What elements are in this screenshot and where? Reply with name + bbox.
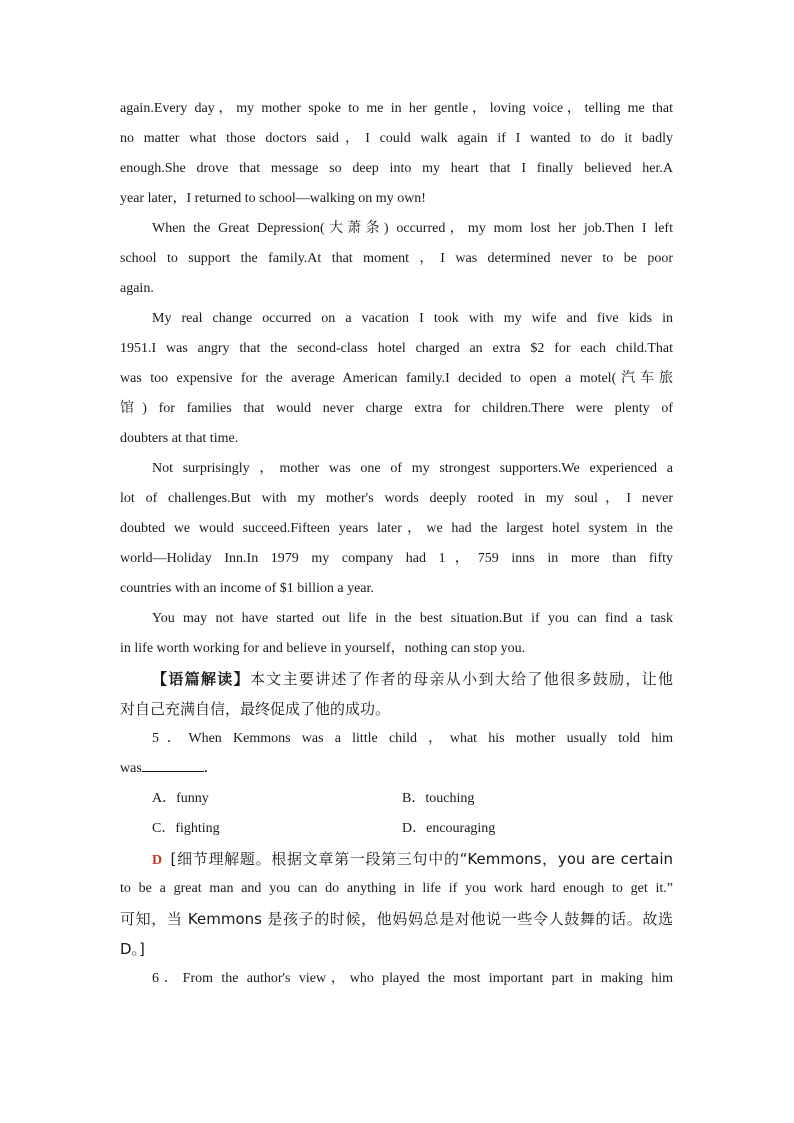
question-stem: was ． — [120, 754, 673, 784]
text-line: lot of challenges.But with my mother's words deeply rooted in my soul，I never — [120, 491, 673, 506]
paragraph-1 — [120, 94, 673, 214]
text-line: world—Holiday Inn.In 1979 my company had 1，759 inns in more than fifty — [120, 551, 673, 566]
text-line: enough.She drove that message so deep into my heart that I finally believed her.A — [120, 161, 673, 176]
text-column — [120, 94, 673, 994]
paragraph-4 — [120, 454, 673, 604]
options-row — [120, 814, 673, 844]
explanation-line: to be a great man and you can do anything in life if you work hard enough to get it.” — [120, 881, 673, 896]
paragraph-5 — [120, 604, 673, 664]
text-line: again.Every day，my mother spoke to me in her gentle，loving voice，telling me that — [120, 101, 673, 116]
text-line: You may not have started out life in the best situation.But if you can find a task — [152, 611, 673, 626]
analysis-line — [120, 664, 673, 694]
question-stem: 6．From the author's view，who played the most important part in making him — [152, 971, 673, 986]
answer-blank — [142, 757, 204, 772]
text-line: 馆) for families that would never charge extra for children.There were plenty of — [120, 401, 673, 416]
text-line: was too expensive for the average American family.I decided to open a motel(汽车旅 — [120, 371, 673, 386]
paragraph-3 — [120, 304, 673, 454]
text-line: doubted we would succeed.Fifteen years later，we had the largest hotel system in the — [120, 521, 673, 536]
text-line: 1951.I was angry that the second-class hotel charged an extra $2 for each child.That — [120, 341, 673, 356]
option-a: A．funny — [152, 791, 209, 806]
answer-key: D — [152, 853, 163, 868]
text-line: again. — [120, 281, 154, 296]
options-row — [120, 784, 673, 814]
question-stem: 5．When Kemmons was a little child ，what his mother usually told him — [152, 731, 673, 746]
analysis-text: 本文主要讲述了作者的母亲从小到大给了他很多鼓励，让他 — [249, 670, 673, 688]
option-d: D．encouraging — [402, 821, 496, 836]
explanation-line: D [细节理解题。根据文章第一段第三句中的“Kemmons，you are certain — [152, 850, 673, 868]
text-line: year later，I returned to school—walking on my own! — [120, 191, 426, 206]
text-line: doubters at that time. — [120, 431, 239, 446]
text-line: school to support the family.At that moment ，I was determined never to be poor — [120, 251, 673, 266]
text-line: Not surprisingly ，mother was one of my strongest supporters.We experienced a — [152, 461, 673, 476]
paragraph-2 — [120, 214, 673, 304]
text-line: no matter what those doctors said，I could walk again if I wanted to do it badly — [120, 131, 673, 146]
option-c: C．fighting — [152, 821, 220, 836]
question-5 — [120, 724, 673, 964]
text-line: in life worth working for and believe in yourself，nothing can stop you. — [120, 641, 526, 656]
option-b: B．touching — [402, 791, 475, 806]
analysis-line: 对自己充满自信，最终促成了他的成功。 — [120, 700, 391, 718]
passage-analysis — [120, 664, 673, 724]
explanation-line: 可知，当 Kemmons 是孩子的时候，他妈妈总是对他说一些令人鼓舞的话。故选 — [120, 910, 673, 928]
analysis-label: 【语篇解读】 — [152, 670, 250, 688]
text-line: When the Great Depression(大萧条) occurred，my mom lost her job.Then I left — [152, 221, 673, 236]
explanation-line: D。] — [120, 940, 145, 958]
question-6 — [120, 964, 673, 994]
text-line: My real change occurred on a vacation I took with my wife and five kids in — [152, 311, 673, 326]
text-line: countries with an income of $1 billion a year. — [120, 581, 374, 596]
